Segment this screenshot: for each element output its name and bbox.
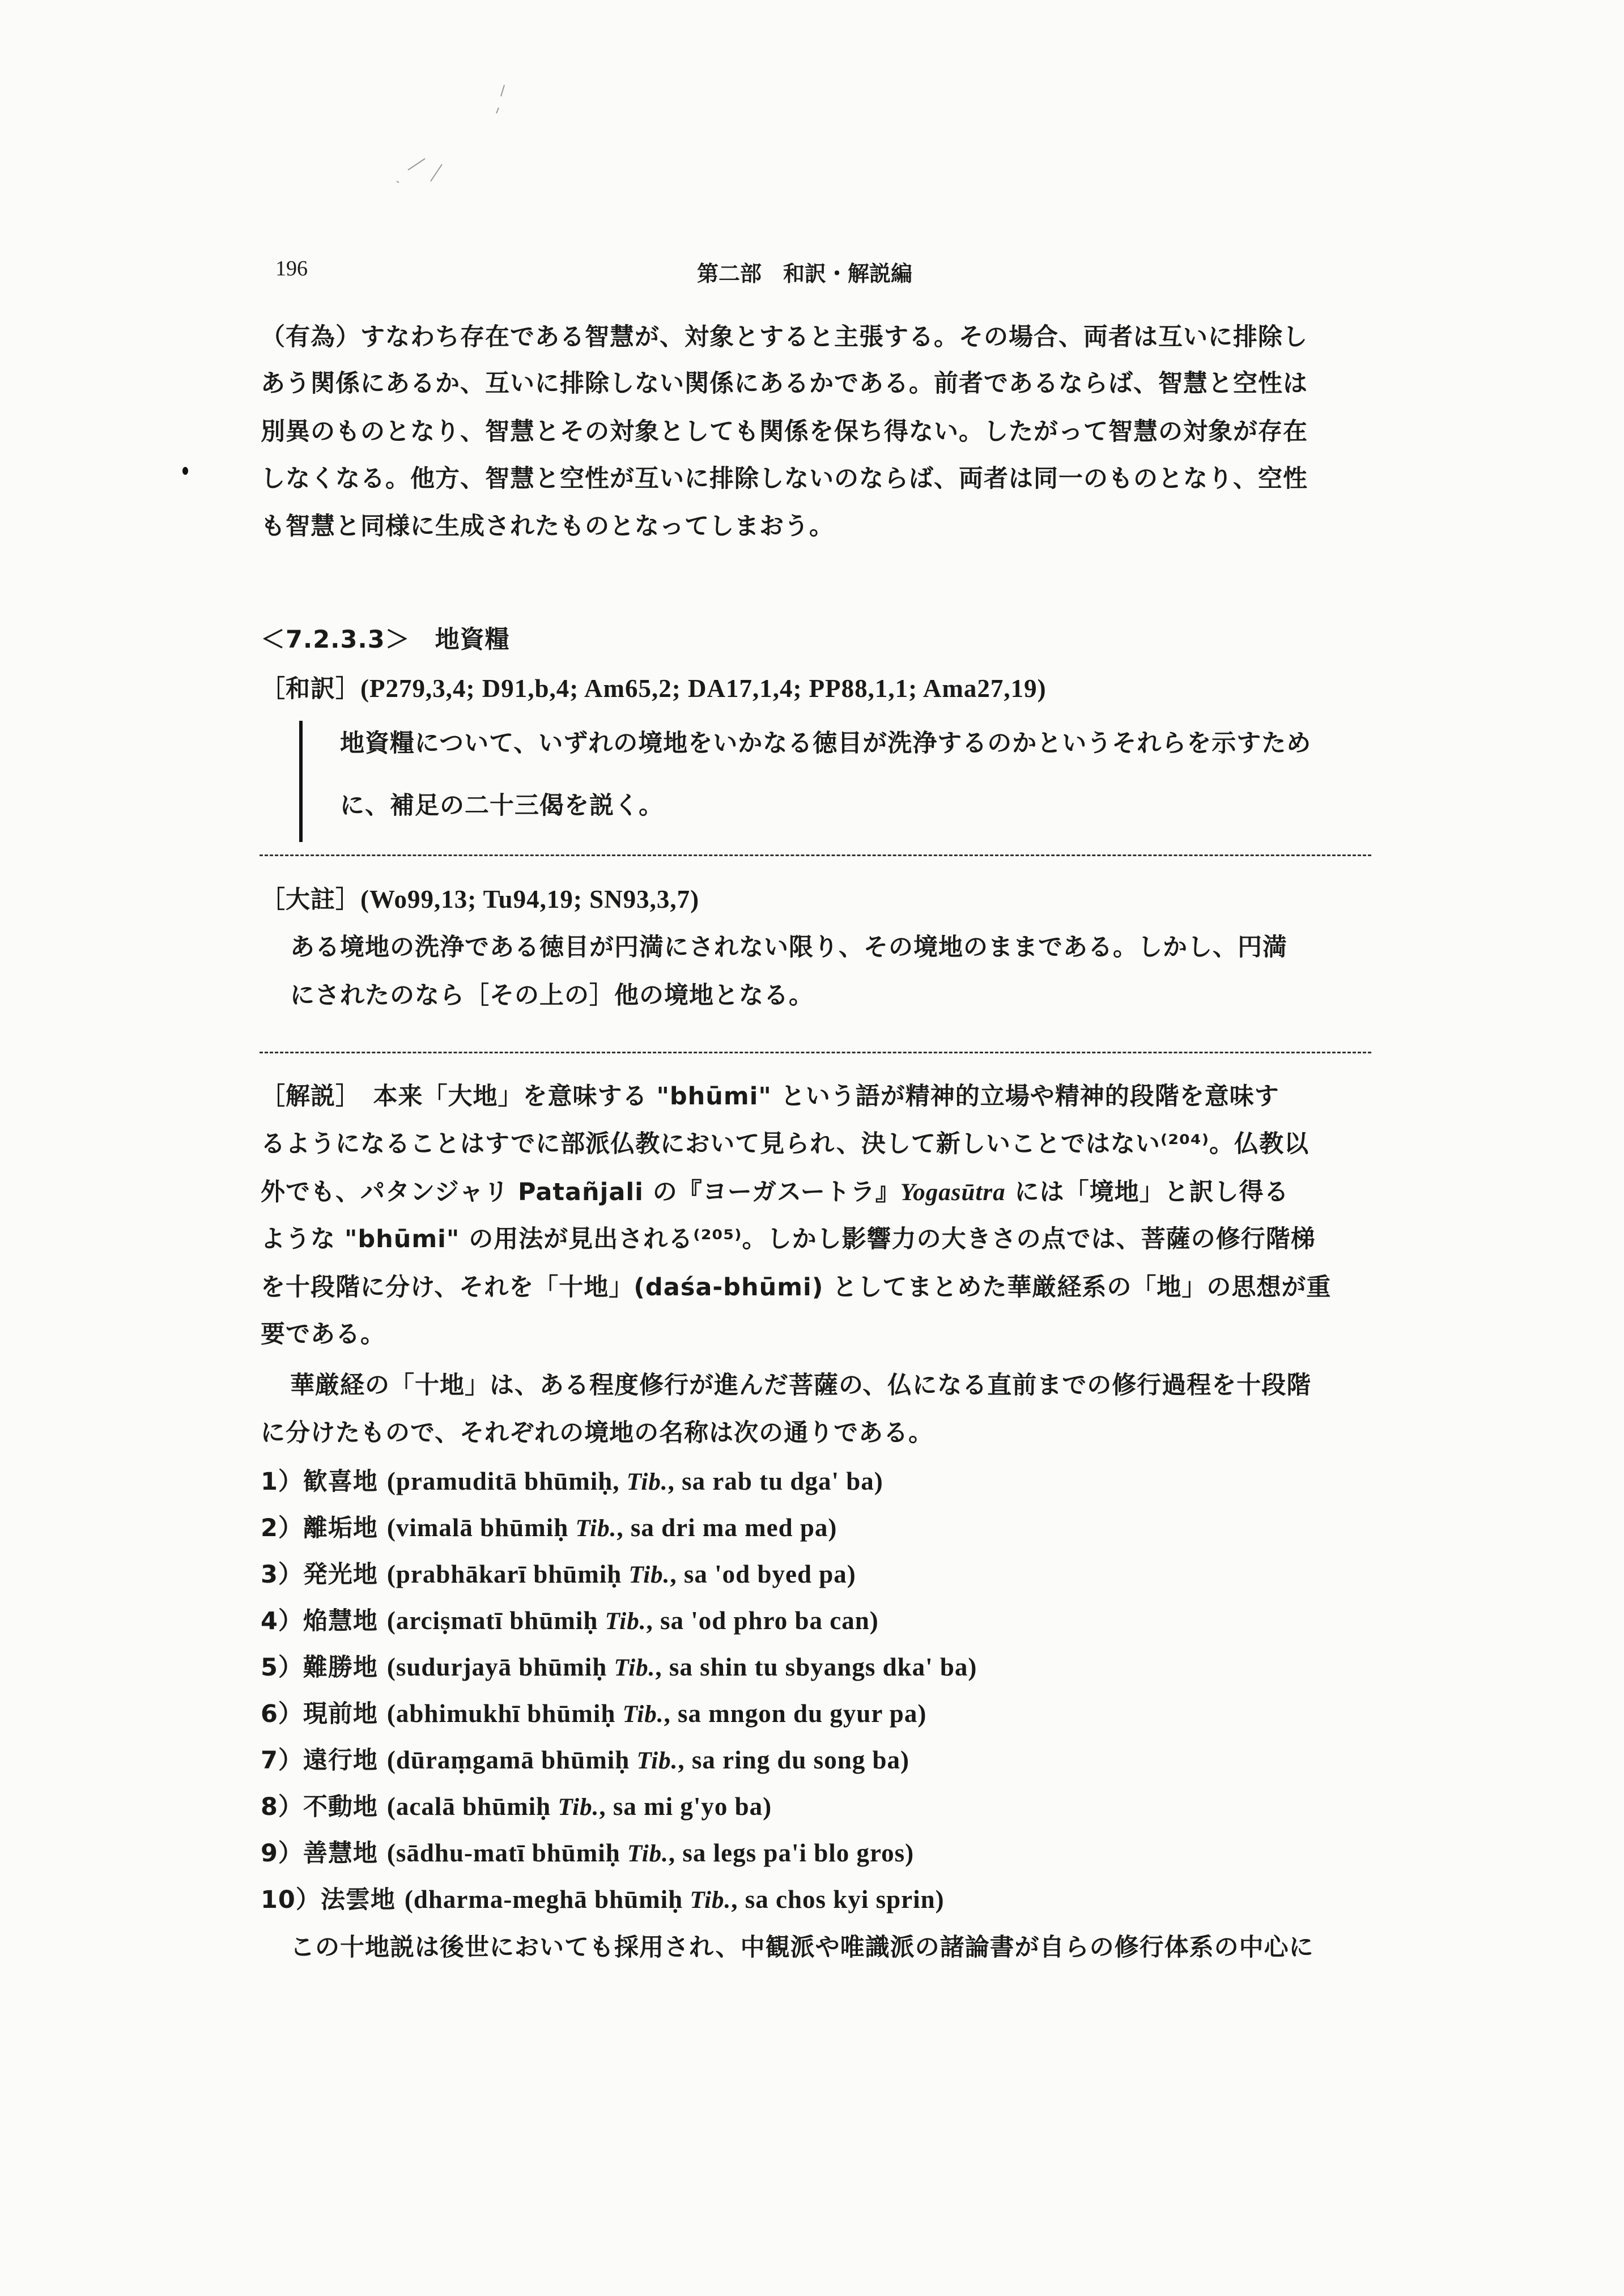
section-heading: ＜7.2.3.3＞ 地資糧 — [261, 626, 510, 654]
intro-line-4: しなくなる。他方、智慧と空性が互いに排除しないのならば、両者は同一のものとなり、空性 — [261, 465, 1308, 493]
bhumi-item: 10）法雲地 (dharma-meghā bhūmiḥ Tib., sa chos kyi sprin) — [261, 1885, 945, 1914]
intro-line-1: （有為）すなわち存在である智慧が、対象とすると主張する。その場合、両者は互いに排除し — [261, 323, 1308, 351]
taichu-text-1: ある境地の洗浄である徳目が円満にされない限り、その境地のままである。しかし、円満 — [290, 933, 1287, 962]
kaisetsu-line-3 — [261, 1177, 1289, 1208]
kaisetsu-line-1 — [261, 1081, 1279, 1112]
wayaku-line — [261, 673, 1047, 704]
wayaku-label: ［和訳］ — [261, 675, 360, 703]
wayaku-refs: (P279,3,4; D91,b,4; Am65,2; DA17,1,4; PP88,1,1; Ama27,19) — [360, 674, 1047, 703]
kaisetsu-line-6: 要である。 — [261, 1320, 385, 1349]
wayaku-text-1: 地資糧について、いずれの境地をいかなる徳目が洗浄するのかというそれらを示すため — [340, 729, 1312, 758]
bhumi-item: 6）現前地 (abhimukhī bhūmiḥ Tib., sa mngon du gyur pa) — [261, 1699, 927, 1728]
bhumi-item: 7）遠行地 (dūraṃgamā bhūmiḥ Tib., sa ring du song ba) — [261, 1746, 909, 1775]
taichu-line — [261, 884, 699, 915]
bhumi-item: 8）不動地 (acalā bhūmiḥ Tib., sa mi g'yo ba) — [261, 1792, 772, 1821]
taichu-text-2: にされたのなら［その上の］他の境地となる。 — [290, 981, 814, 1010]
bhumi-item: 5）難勝地 (sudurjayā bhūmiḥ Tib., sa shin tu sbyangs dka' ba) — [261, 1653, 977, 1682]
kaisetsu-line-4: ような "bhūmi" の用法が見出される⁽²⁰⁵⁾。しかし影響力の大きさの点では、菩薩の修行階梯 — [261, 1225, 1316, 1253]
kaisetsu-text-1: 本来「大地」を意味する "bhūmi" という語が精神的立場や精神的段階を意味す — [373, 1082, 1279, 1111]
intro-line-5: も智慧と同様に生成されたものとなってしまおう。 — [261, 512, 834, 541]
margin-dot — [182, 467, 188, 475]
intro-line-2: あう関係にあるか、互いに排除しない関係にあるかである。前者であるならば、智慧と空性は — [261, 369, 1308, 398]
page-number: 196 — [275, 257, 308, 280]
bhumi-item: 4）焔慧地 (arciṣmatī bhūmiḥ Tib., sa 'od phro ba can) — [261, 1606, 879, 1635]
wayaku-text-2: に、補足の二十三偈を説く。 — [340, 792, 664, 820]
kaisetsu-label: ［解説］ — [261, 1082, 348, 1111]
running-header-title: 第二部 和訳・解説編 — [697, 261, 913, 286]
kaisetsu-line-8: に分けたもので、それぞれの境地の名称は次の通りである。 — [261, 1419, 934, 1447]
scan-specks — [363, 79, 533, 193]
intro-line-3: 別異のものとなり、智慧とその対象としても関係を保ち得ない。したがって智慧の対象が存在 — [261, 418, 1308, 446]
kaisetsu-line-5: を十段階に分け、それを「十地」(daśa-bhūmi) としてまとめた華厳経系の「地」の思想が重 — [261, 1273, 1332, 1302]
separator-2 — [260, 1052, 1371, 1053]
taichu-refs: (Wo99,13; Tu94,19; SN93,3,7) — [360, 885, 700, 913]
quote-bar — [299, 721, 303, 842]
bhumi-item: 2）離垢地 (vimalā bhūmiḥ Tib., sa dri ma med pa) — [261, 1513, 837, 1542]
kaisetsu-text-3b: には「境地」と訳し得る — [1005, 1178, 1289, 1206]
taichu-label: ［大註］ — [261, 886, 360, 914]
yogasutra-title: Yogasūtra — [900, 1179, 1006, 1206]
bhumi-item: 9）善慧地 (sādhu-matī bhūmiḥ Tib., sa legs pa'i blo gros) — [261, 1839, 915, 1868]
bhumi-item: 1）歓喜地 (pramuditā bhūmiḥ, Tib., sa rab tu dga' ba) — [261, 1467, 883, 1496]
kaisetsu-line-2: るようになることはすでに部派仏教において見られ、決して新しいことではない⁽²⁰⁴⁾。仏教以 — [261, 1130, 1310, 1158]
kaisetsu-text-3a: 外でも、パタンジャリ Patañjali の『ヨーガスートラ』 — [261, 1178, 900, 1206]
separator-1 — [260, 854, 1371, 856]
kaisetsu-line-7: 華厳経の「十地」は、ある程度修行が進んだ菩薩の、仏になる直前までの修行過程を十段階 — [290, 1371, 1312, 1400]
bhumi-item: 3）発光地 (prabhākarī bhūmiḥ Tib., sa 'od byed pa) — [261, 1560, 856, 1589]
final-line: この十地説は後世においても採用され、中観派や唯識派の諸論書が自らの修行体系の中心に — [290, 1933, 1314, 1962]
